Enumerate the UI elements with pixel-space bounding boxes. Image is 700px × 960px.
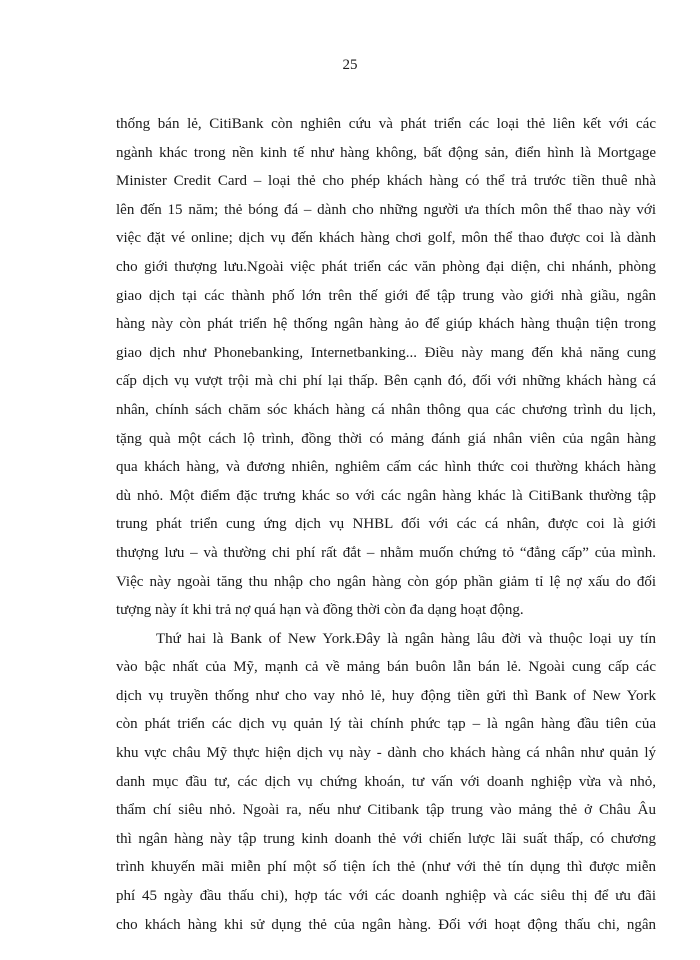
text-line: Việc này ngoài tăng thu nhập cho ngân hàng còn góp phần giảm tỉ lệ nợ xấu do đối <box>116 573 656 590</box>
text-line: tượng này ít khi trả nợ quá hạn và đồng thời còn đa dạng hoạt động. <box>116 602 524 619</box>
text-line: tặng quà một cách lộ trình, đồng thời có mảng đánh giá nhân viên của ngân hàng <box>116 430 656 447</box>
text-line: còn phát triển các dịch vụ quản lý tài chính phức tạp – là ngân hàng đầu tiên của <box>116 716 656 733</box>
text-line: giao dịch tại các thành phố lớn trên thế giới để tập trung vào giới nhà giầu, ngân <box>116 287 656 304</box>
text-line: qua khách hàng, và đương nhiên, nghiêm cấm các hình thức coi thường khách hàng <box>116 459 656 476</box>
text-line: Minister Credit Card – loại thẻ cho phép khách hàng có thể trả trước tiền thuê nhà <box>116 173 656 190</box>
text-line: vào bậc nhất của Mỹ, mạnh cả về mảng bán buôn lẫn bán lẻ. Ngoài cung cấp các <box>116 659 656 676</box>
text-line: phí 45 ngày đầu thấu chi), hợp tác với các doanh nghiệp và các siêu thị để ưu đãi <box>116 888 656 905</box>
page-number: 25 <box>342 57 358 73</box>
text-line: cho khách hàng khi sử dụng thẻ của ngân hàng. Đối với hoạt động thấu chi, ngân <box>116 916 656 933</box>
text-line: khu vực châu Mỹ thực hiện dịch vụ này - dành cho khách hàng cá nhân như quản lý <box>116 745 656 762</box>
text-line: thì ngân hàng này tập trung kinh doanh thẻ với chiến lược lãi suất thấp, có chương <box>116 830 656 847</box>
text-line: danh mục đầu tư, các dịch vụ chứng khoán, tư vấn với doanh nghiệp vừa và nhỏ, <box>116 773 656 790</box>
text-line: thống bán lẻ, CitiBank còn nghiên cứu và phát triển các loại thẻ liên kết với các <box>116 116 656 132</box>
text-line: nhân, chính sách chăm sóc khách hàng cá nhân thông qua các chương trình du lịch, <box>116 401 656 418</box>
text-line: thẩm chí siêu nhỏ. Ngoài ra, nếu như Citibank tập trung vào mảng thẻ ở Châu Âu <box>116 802 656 819</box>
text-line: việc đặt vé online; dịch vụ đến khách hàng chơi golf, môn thể thao được coi là dành <box>116 230 656 247</box>
text-line: lên đến 15 năm; thẻ bóng đá – dành cho những người ưa thích môn thể thao này với <box>116 201 656 218</box>
text-line: ngành khác trong nền kinh tế như hàng không, bất động sản, điển hình là Mortgage <box>116 144 656 161</box>
text-line: cho giới thượng lưu.Ngoài việc phát triển các văn phòng đại diện, chi nhánh, phòng <box>116 258 656 275</box>
text-line: Thứ hai là Bank of New York.Đây là ngân hàng lâu đời và thuộc loại uy tín <box>156 630 656 647</box>
text-line: trung phát triển cung ứng dịch vụ NHBL đối với các cá nhân, được coi là giới <box>116 516 656 533</box>
body-text <box>116 110 656 939</box>
text-line: trình khuyến mãi miễn phí một số tiện ích thẻ (như với thẻ tín dụng thì được miễn <box>116 859 656 876</box>
text-line: giao dịch như Phonebanking, Internetbanking... Điều này mang đến khả năng cung <box>116 344 656 361</box>
text-line: thượng lưu – và thường chi phí rất đắt – nhằm muốn chứng tỏ “đẳng cấp” của mình. <box>116 544 656 561</box>
text-line: dù nhỏ. Một điểm đặc trưng khác so với các ngân hàng khác là CitiBank thường tập <box>116 487 656 504</box>
text-line: dịch vụ truyền thống như cho vay nhỏ lẻ, huy động tiền gửi thì Bank of New York <box>116 687 656 704</box>
text-line: cấp dịch vụ vượt trội mà chi phí lại thấp. Bên cạnh đó, đối với những khách hàng cá <box>116 373 656 390</box>
text-line: hàng này còn phát triển hệ thống ngân hàng ảo để giúp khách hàng thuận tiện trong <box>116 316 656 333</box>
